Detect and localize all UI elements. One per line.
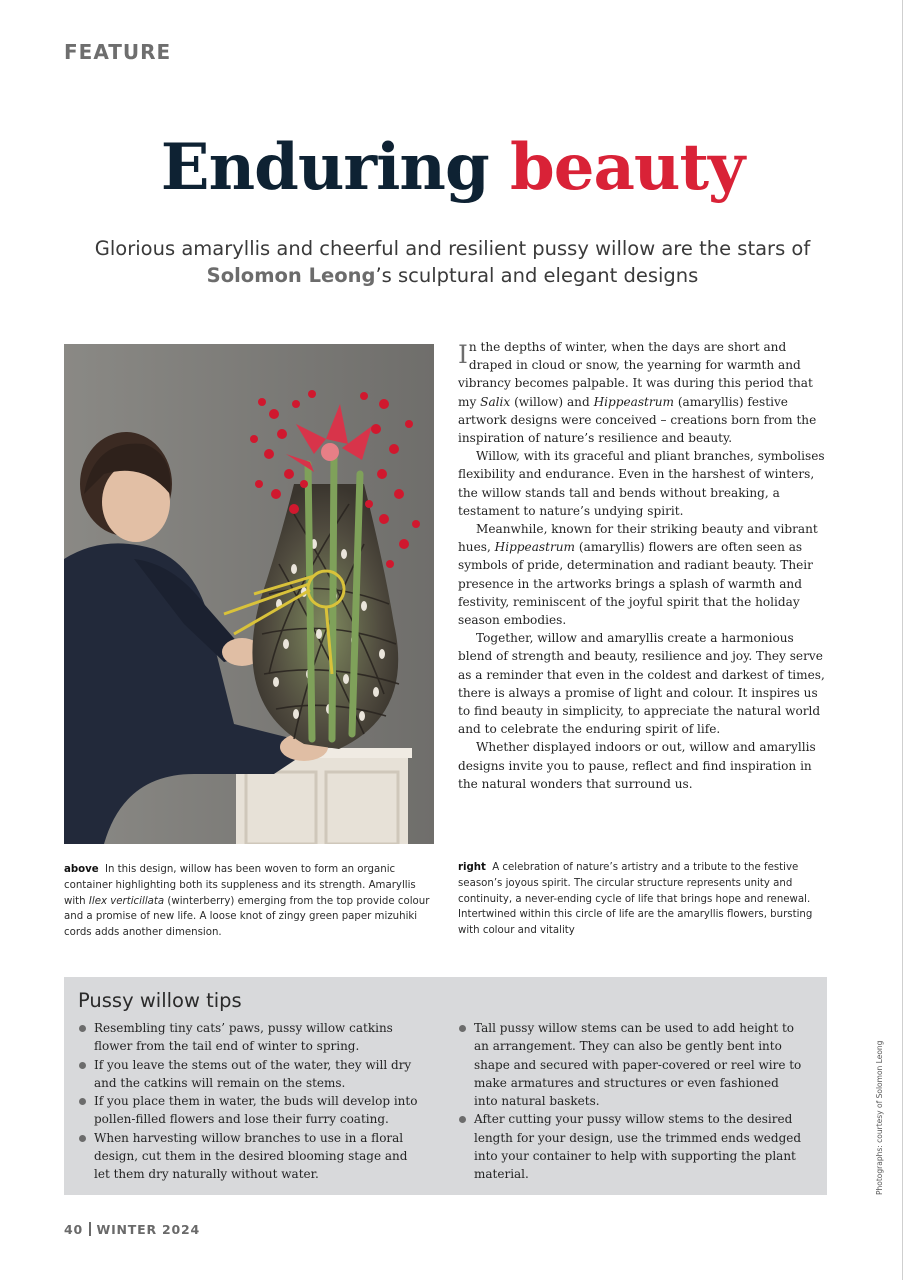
caption-right: [458, 860, 828, 939]
tip-item: After cutting your pussy willow stems to the desired length for your design, use the trimmed ends wedged into your container to help with supporting the plant material.: [458, 1110, 803, 1183]
bullet-icon: [459, 1025, 466, 1032]
tip-item: If you leave the stems out of the water, they will dry and the catkins will remain on the stems.: [78, 1056, 423, 1093]
bullet-icon: [79, 1098, 86, 1105]
bullet-icon: [79, 1025, 86, 1032]
caption-above-italic: Ilex verticillata: [88, 895, 165, 907]
caption-above: [64, 862, 434, 941]
body-paragraph-5: Whether displayed indoors or out, willow and amaryllis designs invite you to pause, reflect and find inspiration in the natural wonders that surround us.: [458, 740, 816, 791]
tip-item: If you place them in water, the buds will develop into pollen-filled flowers and lose their furry coating.: [78, 1092, 423, 1129]
body-paragraph-3: Meanwhile, known for their striking beauty and vibrant hues, Hippeastrum (amaryllis) flowers are often seen as symbols of pride, determination and radiant beauty. Their presence in the artworks brings a splash of warmth and festivity, reminiscent of the joyful spirit that the holiday season embodies.: [458, 522, 818, 628]
tip-item: Resembling tiny cats’ paws, pussy willow catkins flower from the tail end of winter to spring.: [78, 1019, 423, 1056]
caption-above-text-end: (winterberry) emerging from the top provide colour and a promise of new life. A loose knot of zingy green paper mizuhiki cords adds another dimension.: [64, 895, 430, 939]
photo-illustration: [64, 344, 434, 844]
page-number: 40: [64, 1222, 83, 1237]
title-word-enduring: Enduring: [160, 130, 489, 205]
title-word-beauty: beauty: [509, 130, 745, 205]
bullet-icon: [79, 1062, 86, 1069]
tip-item: Tall pussy willow stems can be used to add height to an arrangement. They can also be gently bent into shape and secured with paper-covered or reel wire to make armatures and structures or even fashioned into natural baskets.: [458, 1019, 803, 1110]
article-title: [0, 126, 905, 210]
body-paragraph-2: Willow, with its graceful and pliant branches, symbolises flexibility and endurance. Even in the harshest of winters, the willow stands tall and bends without breaking, a testament to nature’s undying spirit.: [458, 449, 825, 518]
article-body: [458, 338, 828, 793]
drop-cap: I: [458, 340, 468, 369]
section-label: FEATURE: [64, 40, 172, 64]
footer-divider: [89, 1222, 91, 1236]
tips-column-right: [458, 1019, 803, 1184]
photo-credit: Photographs: courtesy of Solomon Leong: [875, 1040, 884, 1195]
tip-item: When harvesting willow branches to use in a floral design, cut them in the desired blooming stage and let them dry naturally without water.: [78, 1129, 423, 1184]
caption-above-text: In this design, willow has been woven to form an organic container highlighting both its suppleness and its strength. Amaryllis with: [64, 864, 416, 907]
standfirst-line2: ’s sculptural and elegant designs: [375, 264, 699, 287]
tips-column-left: [78, 1019, 423, 1184]
italic-hippeastrum-2: Hippeastrum: [494, 540, 576, 555]
issue-label: WINTER 2024: [96, 1222, 201, 1237]
bullet-icon: [459, 1116, 466, 1123]
arrangement-photo: [64, 344, 434, 844]
italic-hippeastrum: Hippeastrum: [593, 394, 674, 409]
standfirst-line1: Glorious amaryllis and cheerful and resilient pussy willow are the stars of: [94, 237, 811, 260]
caption-above-lead: above: [64, 864, 99, 875]
italic-salix: Salix: [480, 394, 511, 409]
tips-box: [64, 977, 827, 1195]
body-paragraph-1: In the depths of winter, when the days are short and draped in cloud or snow, the yearning for warmth and vibrancy becomes palpable. It was during this period that my Salix (willow) and Hippeastrum (amaryllis) festive artwork designs were conceived – creations born from the inspiration of nature’s resilience and beauty.: [458, 340, 817, 446]
body-paragraph-4: Together, willow and amaryllis create a harmonious blend of strength and beauty, resilience and joy. They serve as a reminder that even in the coldest and darkest of times, there is always a promise of light and colour. It inspires us to find beauty in simplicity, to appreciate the natural world and to celebrate the enduring spirit of life.: [458, 631, 825, 737]
bullet-icon: [79, 1135, 86, 1142]
author-name: Solomon Leong: [206, 264, 376, 287]
tips-title: Pussy willow tips: [78, 989, 242, 1012]
page-footer: [64, 1222, 200, 1237]
standfirst: [80, 235, 825, 289]
caption-right-lead: right: [458, 862, 486, 873]
caption-right-text: A celebration of nature’s artistry and a tribute to the festive season’s joyous spirit. The circular structure represents unity and continuity, a never-ending cycle of life that brings hope and renewal. Intertwined within this circle of life are the amaryllis flowers, bursting with colour and vitality: [458, 862, 813, 937]
